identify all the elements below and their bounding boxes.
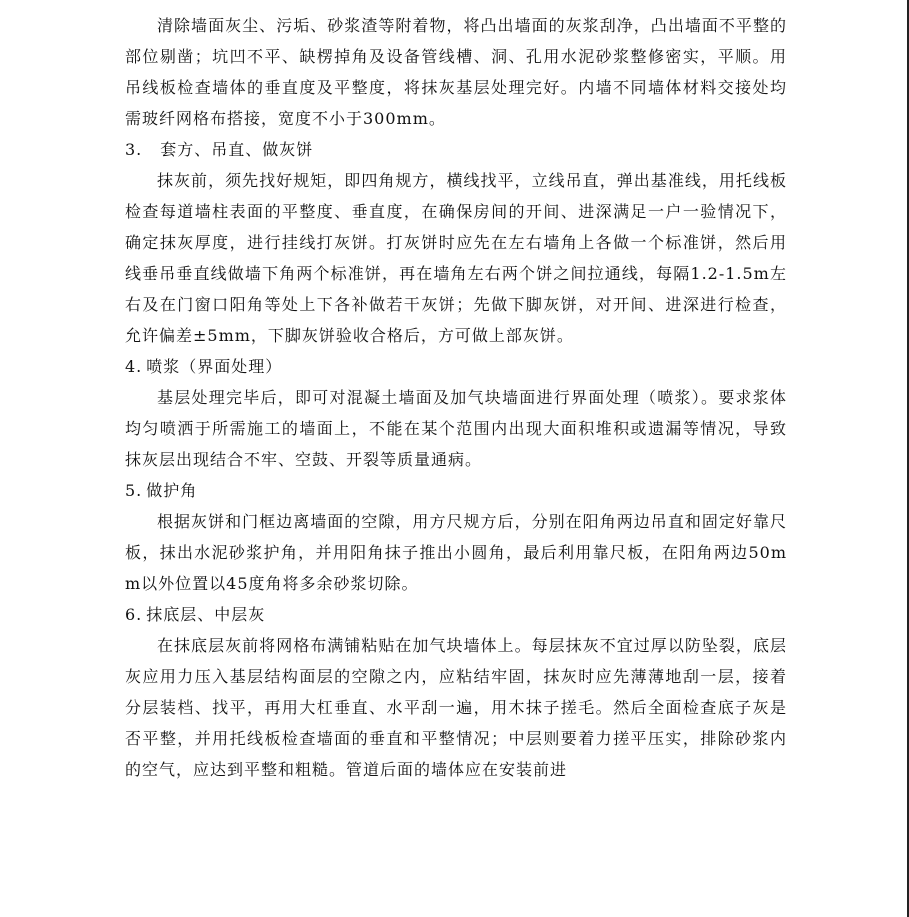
- section-heading-4: [125, 351, 787, 382]
- paragraph-base-middle-coat: 在抹底层灰前将网格布满铺粘贴在加气块墙体上。每层抹灰不宜过厚以防坠裂，底层灰应用力压入基层结构面层的空隙之内，应粘结牢固，抹灰时应先薄薄地刮一层，接着分层装档、找平，再用大杠垂直、水平刮一遍，用木抹子搓毛。然后全面检查底子灰是否平整，并用托线板检查墙面的垂直和平整情况；中层则要着力搓平压实，排除砂浆内的空气，应达到平整和粗糙。管道后面的墙体应在安装前进: [125, 636, 787, 779]
- section-number: 4.: [125, 357, 143, 376]
- paragraph-plaster-cakes: 抹灰前，须先找好规矩，即四角规方，横线找平，立线吊直，弹出基准线，用托线板检查每道墙柱表面的平整度、垂直度，在确保房间的开间、进深满足一户一验情况下，确定抹灰厚度，进行挂线打灰饼。打灰饼时应先在左右墙角上各做一个标准饼，然后用线垂吊垂直线做墙下角两个标准饼，再在墙角左右两个饼之间拉通线，每隔1.2-1.5m左右及在门窗口阳角等处上下各补做若干灰饼；先做下脚灰饼，对开间、进深进行检查，允许偏差±5mm，下脚灰饼验收合格后，方可做上部灰饼。: [125, 171, 787, 345]
- section-title: 做护角: [146, 481, 198, 500]
- section-number: 5.: [125, 481, 143, 500]
- section-number: 3.: [125, 140, 143, 159]
- section-title: 喷浆（界面处理）: [146, 357, 283, 376]
- section-title: 抹底层、中层灰: [146, 605, 266, 624]
- paragraph-interface-treatment: 基层处理完毕后，即可对混凝土墙面及加气块墙面进行界面处理（喷浆）。要求浆体均匀喷洒于所需施工的墙面上，不能在某个范围内出现大面积堆积或遗漏等情况，导致抹灰层出现结合不牢、空鼓、开裂等质量通病。: [125, 388, 787, 469]
- section-heading-5: [125, 475, 787, 506]
- section-title: 套方、吊直、做灰饼: [160, 140, 314, 159]
- section-heading-6: [125, 599, 787, 630]
- section-number: 6.: [125, 605, 143, 624]
- section-heading-3: [125, 134, 787, 165]
- paragraph-base-cleaning: 清除墙面灰尘、污垢、砂浆渣等附着物，将凸出墙面的灰浆刮净，凸出墙面不平整的部位剔凿；坑凹不平、缺楞掉角及设备管线槽、洞、孔用水泥砂浆整修密实，平顺。用吊线板检查墙体的垂直度及平整度，将抹灰基层处理完好。内墙不同墙体材料交接处均需玻纤网格布搭接，宽度不小于300mm。: [125, 16, 787, 128]
- paragraph-corner-protection: 根据灰饼和门框边离墙面的空隙，用方尺规方后，分别在阳角两边吊直和固定好靠尺板，抹出水泥砂浆护角，并用阳角抹子推出小圆角，最后利用靠尺板，在阳角两边50mm以外位置以45度角将多余砂浆切除。: [125, 512, 787, 593]
- document-body: [125, 10, 787, 785]
